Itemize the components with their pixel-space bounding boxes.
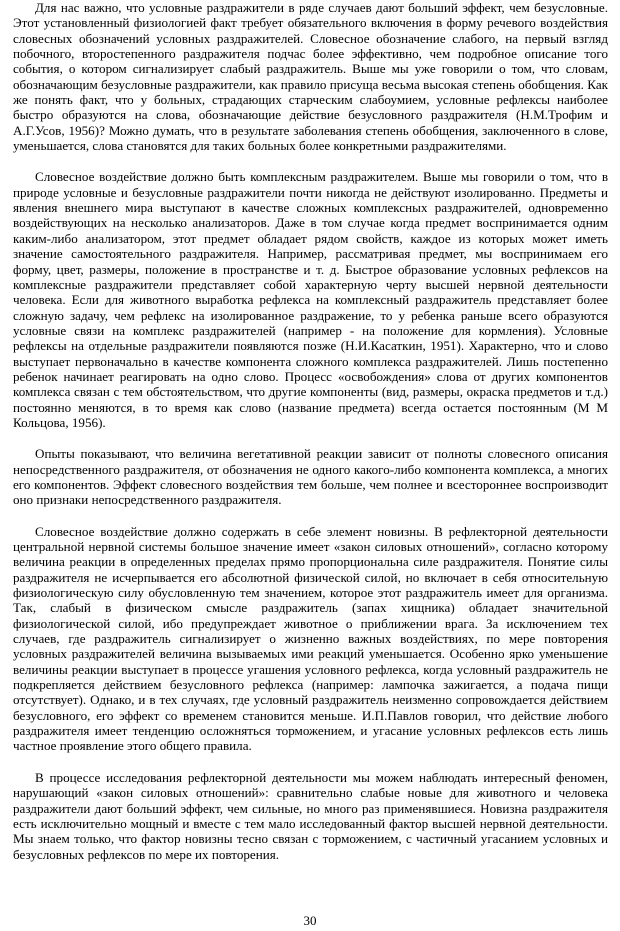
paragraph-gap bbox=[13, 754, 608, 770]
page-number: 30 bbox=[303, 913, 317, 928]
paragraph-gap bbox=[13, 153, 608, 169]
paragraph-gap bbox=[13, 508, 608, 524]
paragraph-4: Словесное воздействие должно содержать в себе элемент новизны. В рефлекторной деятельности центральной нервной системы большое значение имеет «закон силовых отношений», согласно которому величина реакции в определенных пределах прямо пропорциональна силе раздражителя. Понятие силы раздражителя не исчерпывается его абсолютной физической силой, но включает в себя относительную физиологическую силу обусловленную тем значением, которое этот раздражитель имеет для организма. Так, слабый в физическом смысле раздражитель (запах хищника) обладает значительной физиологической силой, ибо предупреждает животное о приближении врага. За исключением тех случаев, где раздражитель сигнализирует о жизненно важных воздействиях, по мере повторения условных раздражителей величина вызываемых ими реакций уменьшается. Особенно ярко уменьшение величины реакции выступает в процессе угашения условного рефлекса, когда условный раздражитель не подкрепляется действием безусловного рефлекса (например: лампочка зажигается, а подача пищи отсутствует). Однако, и в тех случаях, где условный раздражитель неизменно сопровождается действием безусловного, его эффект со временем становится меньше. И.П.Павлов говорил, что действие любого раздражителя имеет тенденцию осложняться торможением, и угасание условных рефлексов есть лишь частное проявление этого общего правила. bbox=[13, 523, 608, 754]
paragraph-2: Словесное воздействие должно быть комплексным раздражителем. Выше мы говорили о том, что в природе условные и безусловные раздражители почти никогда не действуют изолированно. Предметы и явления внешнего мира выступают в качестве сложных комплексных раздражителей, одновременно воздействующих на несколько анализаторов. Даже в том случае когда предмет воспринимается одним каким-либо анализатором, этот предмет обладает рядом свойств, каждое из которых может иметь значение самостоятельного раздражителя. Например, рассматривая предмет, мы воспринимаем его форму, цвет, размеры, положение в пространстве и т. д. Быстрое образование условных рефлексов на комплексные раздражители представляет собой характерную черту высшей нервной деятельности человека. Если для животного выработка рефлекса на комплексный раздражитель представляет более сложную задачу, чем рефлекс на изолированное раздражение, то у ребенка раньше всего образуются условные связи на комплекс раздражителей (например - на положение для кормления). Условные рефлексы на отдельные раздражители появляются позже (Н.И.Касаткин, 1951). Характерно, что и слово выступает первоначально в качестве компонента сложного комплекса раздражителей. Лишь постепенно ребенок начинает реагировать на одно слово. Процесс «освобождения» слова от других компонентов комплекса связан с тем обстоятельством, что другие компоненты (вид, размеры, окраска предметов и т.д.) постоянно меняются, в то время как слово (название предмета) всегда остается постоянным (М М Кольцова, 1956). bbox=[13, 169, 608, 430]
body-text bbox=[13, 0, 608, 862]
paragraph-3: Опыты показывают, что величина вегетативной реакции зависит от полноты словесного описания непосредственного раздражителя, от обозначения не одного какого-либо компонента комплекса, а многих его компонентов. Эффект словесного воздействия тем больше, чем полнее и всестороннее воспроизводит оно признаки непосредственного раздражителя. bbox=[13, 446, 608, 508]
paragraph-1: Для нас важно, что условные раздражители в ряде случаев дают больший эффект, чем безусловные. Этот установленный физиологией факт требует обязательного включения в форму речевого воздействия словесных обозначений условных раздражителей. Словесное обозначение слабого, на первый взгляд побочного, второстепенного раздражителя подчас более эффективно, чем подробное описание того события, о котором сигнализирует слабый раздражитель. Выше мы уже говорили о том, что словам, обозначающим безусловные раздражители, как правило присуща весьма высокая степень обобщения. Как же понять факт, что у больных, страдающих старческим слабоумием, условные рефлексы наиболее быстро образуются на слова, обозначающие действие безусловного раздражителя (Н.М.Трофим и А.Г.Усов, 1956)? Можно думать, что в результате заболевания степень обобщения, заключенного в слове, уменьшается, слова становятся для таких больных более конкретными раздражителями. bbox=[13, 0, 608, 154]
paragraph-gap bbox=[13, 430, 608, 446]
paragraph-5: В процессе исследования рефлекторной деятельности мы можем наблюдать интересный феномен, нарушающий «закон силовых отношений»: сравнительно слабые новые для животного и человека раздражители дают больший эффект, чем сильные, но много раз применявшиеся. Новизна раздражителя есть исключительно мощный и вместе с тем мало исследованный фактор высшей нервной деятельности. Мы знаем только, что фактор новизны тесно связан с торможением, с частичный угасанием условных и безусловных рефлексов по мере их повторения. bbox=[13, 769, 608, 862]
